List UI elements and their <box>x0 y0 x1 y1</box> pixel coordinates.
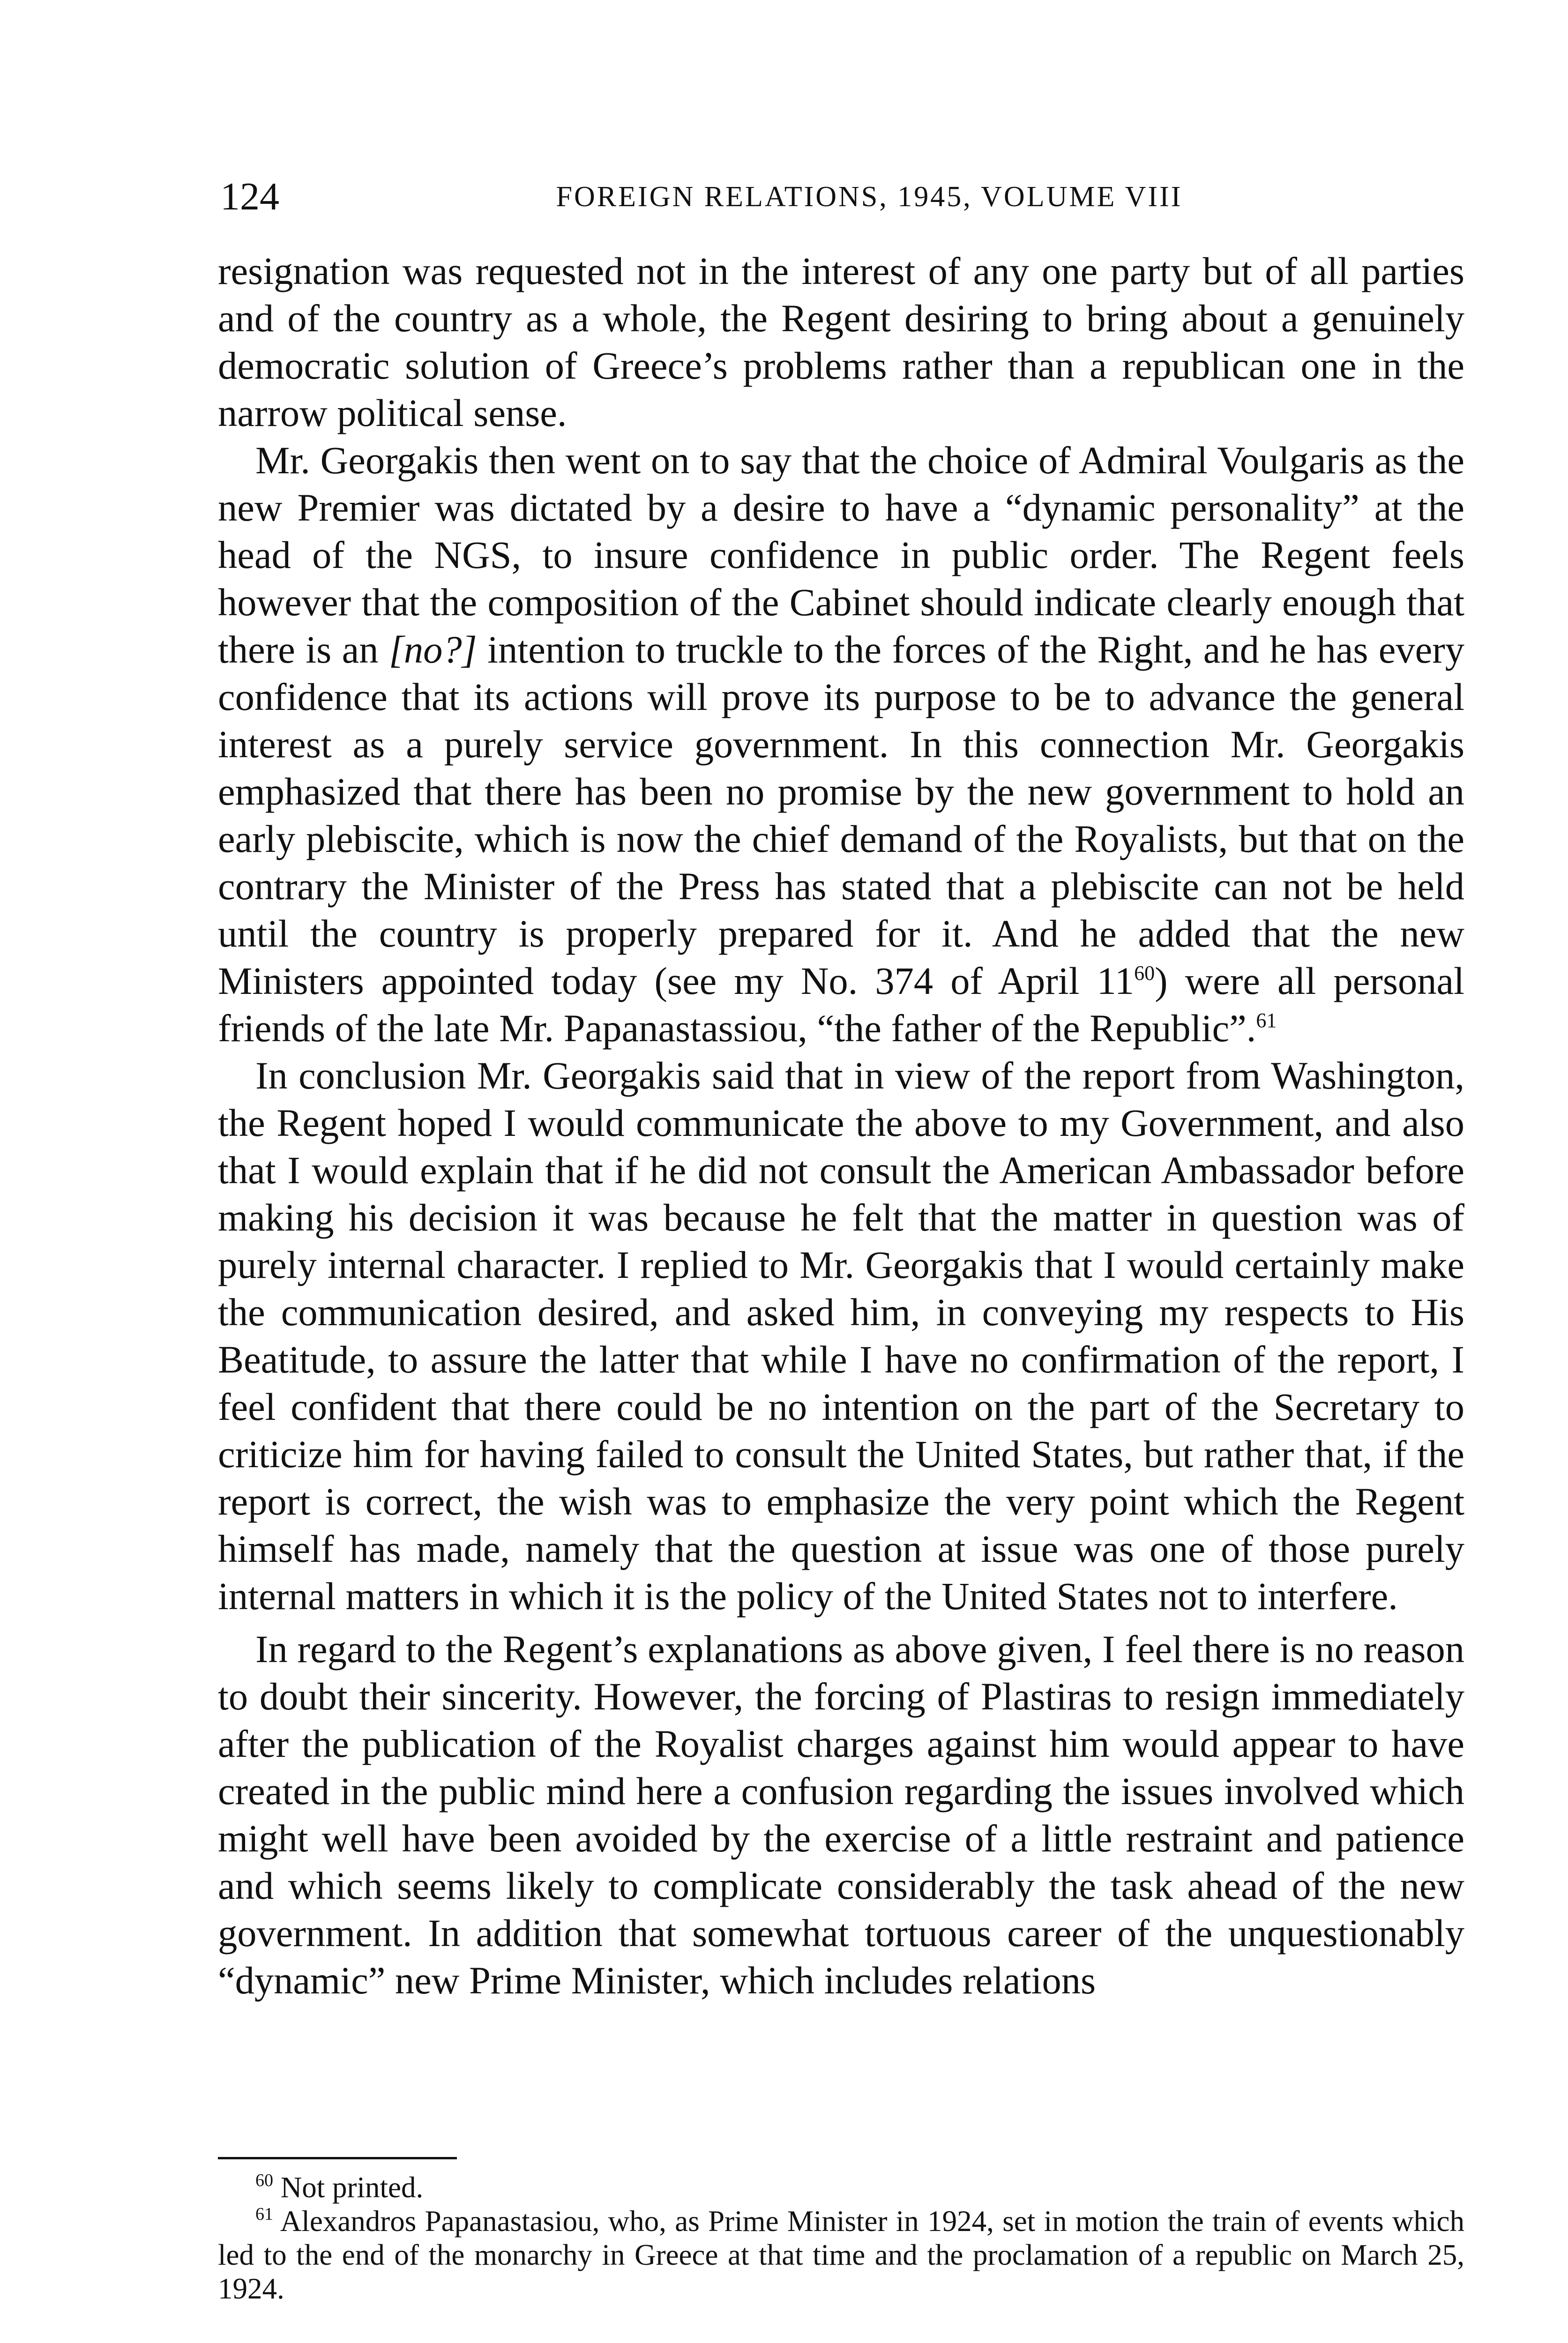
paragraph-georgakis-premier <box>218 437 1464 1052</box>
footnote-text: Not printed. <box>280 2171 424 2204</box>
footnote-number: 61 <box>255 2204 273 2224</box>
paragraph-text: ) were all personal friends of the late Mr. Papanastassiou, “the father of the Republic”. <box>218 959 1464 1050</box>
footnote-divider <box>218 2157 457 2159</box>
body-text <box>218 247 1464 2004</box>
running-head: FOREIGN RELATIONS, 1945, VOLUME VIII <box>556 181 1183 213</box>
footnote-60 <box>218 2171 1464 2204</box>
page-header <box>220 169 1462 225</box>
editorial-insertion: [no?] <box>388 628 477 671</box>
footnote-text: Alexandros Papanastasiou, who, as Prime Minister in 1924, set in motion the train of events which led to the end of the monarchy in Greece at that time and the proclamation of a republic on March 25, 1924. <box>218 2205 1464 2305</box>
footnote-61 <box>218 2204 1464 2306</box>
paragraph-continued: resignation was requested not in the interest of any one party but of all parties and of the country as a whole, the Regent desiring to bring about a genuinely democratic solution of Greece’s problems rather than a republican one in the narrow political sense. <box>218 249 1464 434</box>
footnote-ref-60[interactable]: 60 <box>1134 962 1155 985</box>
paragraph-conclusion: In conclusion Mr. Georgakis said that in view of the report from Washington, the Regent hoped I would communicate the above to my Government, and also that I would explain that if he did not consult the American Ambassador before making his decision it was because he felt that the matter in question was of purely internal character. I replied to Mr. Georgakis that I would certainly make the communication desired, and asked him, in conveying my respects to His Beatitude, to assure the latter that while I have no confirmation of the report, I feel confident that there could be no intention on the part of the Secretary to criticize him for having failed to consult the United States, but rather that, if the report is correct, the wish was to emphasize the very point which the Regent himself has made, namely that the question at issue was one of those purely internal matters in which it is the policy of the United States not to interfere. <box>218 1054 1464 1618</box>
page-number: 124 <box>220 175 279 218</box>
paragraph-text: intention to truckle to the forces of the Right, and he has every confidence that its actions will prove its purpose to be to advance the general interest as a purely service government. In this connection Mr. Georgakis emphasized that there has been no promise by the new government to hold an early plebiscite, which is now the chief demand of the Royalists, but that on the contrary the Minister of the Press has stated that a plebiscite can not be held until the country is properly prepared for it. And he added that the new Ministers appointed today (see my No. 374 of April 11 <box>218 628 1464 1002</box>
paragraph-regent-explanations: In regard to the Regent’s explanations as above given, I feel there is no reason to doubt their sincerity. However, the forcing of Plastiras to resign immediately after the publication of the Royalist charges against him would appear to have created in the public mind here a confusion regarding the issues involved which might well have been avoided by the exercise of a little restraint and patience and which seems likely to complicate considerably the task ahead of the new government. In addition that somewhat tortuous career of the unquestionably “dynamic” new Prime Minister, which includes relations <box>218 1627 1464 2002</box>
footnotes <box>218 2171 1464 2306</box>
footnote-number: 60 <box>255 2171 273 2190</box>
paragraph-text: Mr. Georgakis then went on to say that the choice of Admiral Voulgaris as the new Premier was dictated by a desire to have a “dynamic personality” at the head of the NGS, to insure confidence in public order. The Regent feels however that the composition of the Cabinet should indicate clearly enough that there is an <box>218 439 1464 671</box>
footnote-ref-61[interactable]: 61 <box>1256 1009 1277 1032</box>
